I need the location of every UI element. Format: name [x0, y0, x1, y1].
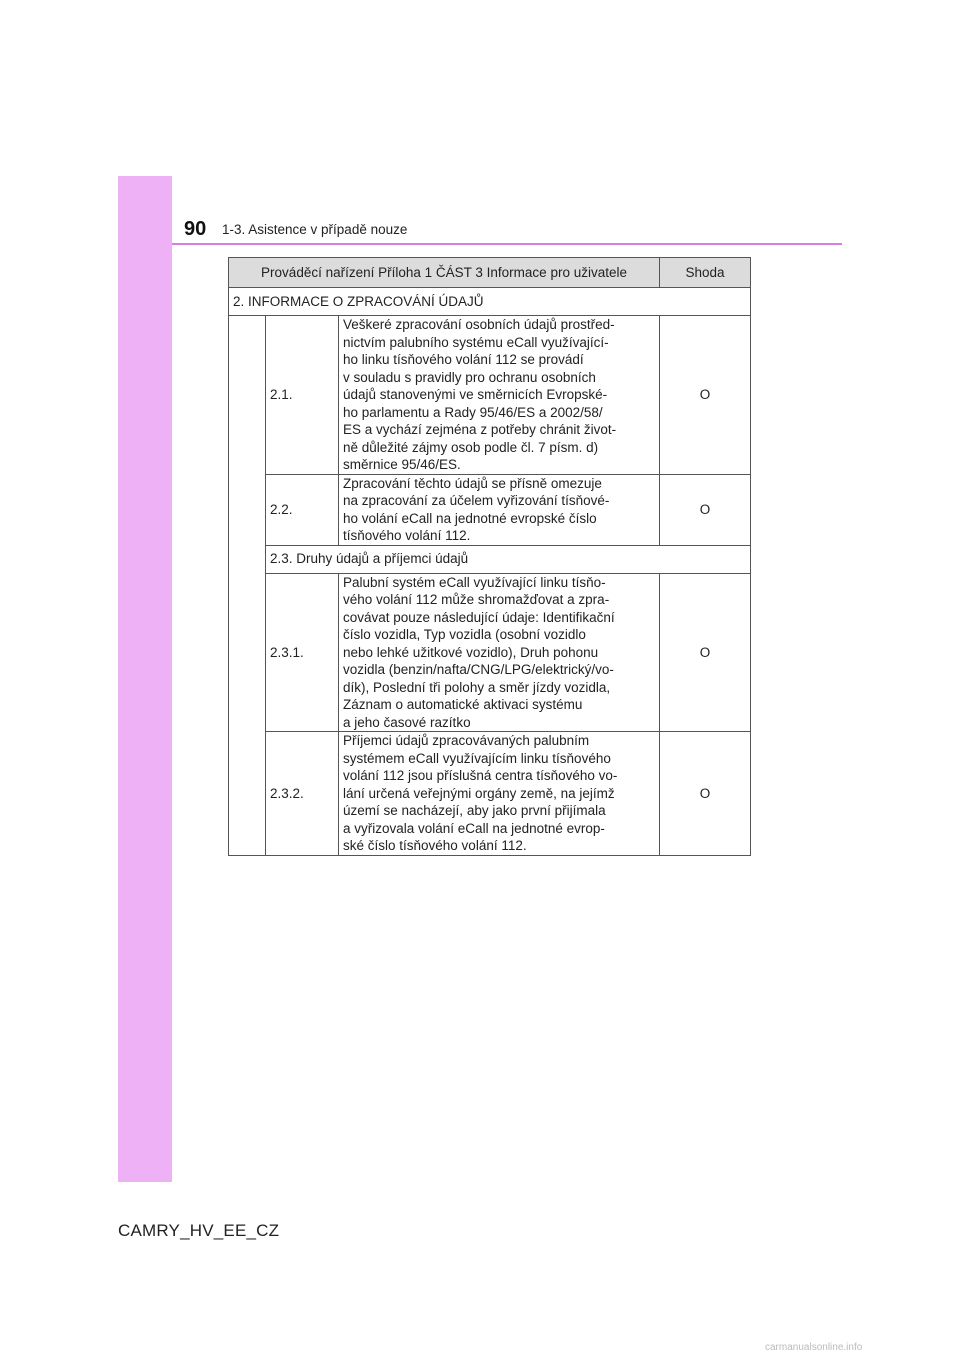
table-row [229, 573, 751, 732]
table-header-row [229, 258, 751, 288]
page-number: 90 [184, 218, 207, 240]
row-text: Zpracování těchto údajů se přísně omezuje na zpracování za účelem vyřizování tísňové- ho volání eCall na jednotné evropské číslo tísňového volání 112. [339, 474, 660, 545]
row-text: Příjemci údajů zpracovávaných palubním systémem eCall využívajícím linku tísňového volání 112 jsou příslušná centra tísňového vo- lání určená veřejnými orgány země, na jejímž území se nacházejí, aby jako první přijímala a vyřizovala volání eCall na jednotné evrop- ské číslo tísňového volání 112. [339, 732, 660, 856]
row-mark: O [660, 573, 751, 732]
row-text: Palubní systém eCall využívající linku tísňo- vého volání 112 může shromažďovat a zpra- covávat pouze následující údaje: Identifikační číslo vozidla, Typ vozidla (osobní vozidlo nebo lehké užitkové vozidlo), Druh pohonu vozidla (benzin/nafta/CNG/LPG/elektrický/vo- dík), Poslední tři polohy a směr jízdy vozidla, Záznam o automatické aktivaci systému a jeho časové razítko [339, 573, 660, 732]
row-number: 2.2. [266, 474, 339, 545]
row-mark: O [660, 316, 751, 475]
table-row [229, 474, 751, 545]
header-shoda: Shoda [660, 258, 751, 288]
row-number: 2.1. [266, 316, 339, 475]
section-title: 1-3. Asistence v případě nouze [222, 222, 408, 237]
row-number: 2.3.1. [266, 573, 339, 732]
indent-cell [229, 316, 266, 856]
side-tab-bar [118, 176, 172, 1182]
compliance-table [228, 257, 751, 856]
header-title: Prováděcí nařízení Příloha 1 ČÁST 3 Informace pro uživatele [229, 258, 660, 288]
row-text: Veškeré zpracování osobních údajů prostřed- nictvím palubního systému eCall využívající- ho linku tísňového volání 112 se provádí v souladu s pravidly pro ochranu osobních údajů stanovenými ve směrnicích Evropské- ho parlamentu a Rady 95/46/ES a 2002/58/ ES a vychází zejména z potřeby chránit život- ně důležité zájmy osob podle čl. 7 písm. d) směrnice 95/46/ES. [339, 316, 660, 475]
header-rule [172, 243, 842, 245]
row-mark: O [660, 732, 751, 856]
section-row [229, 545, 751, 573]
section-2-3-title: 2.3. Druhy údajů a příjemci údajů [266, 545, 751, 573]
section-2-title: 2. INFORMACE O ZPRACOVÁNÍ ÚDAJŮ [229, 288, 751, 316]
section-row [229, 288, 751, 316]
row-number: 2.3.2. [266, 732, 339, 856]
table-row [229, 732, 751, 856]
row-mark: O [660, 474, 751, 545]
table-row [229, 316, 751, 475]
watermark-text: carmanualsonline.info [765, 1342, 863, 1353]
footer-document-code: CAMRY_HV_EE_CZ [118, 1221, 280, 1240]
